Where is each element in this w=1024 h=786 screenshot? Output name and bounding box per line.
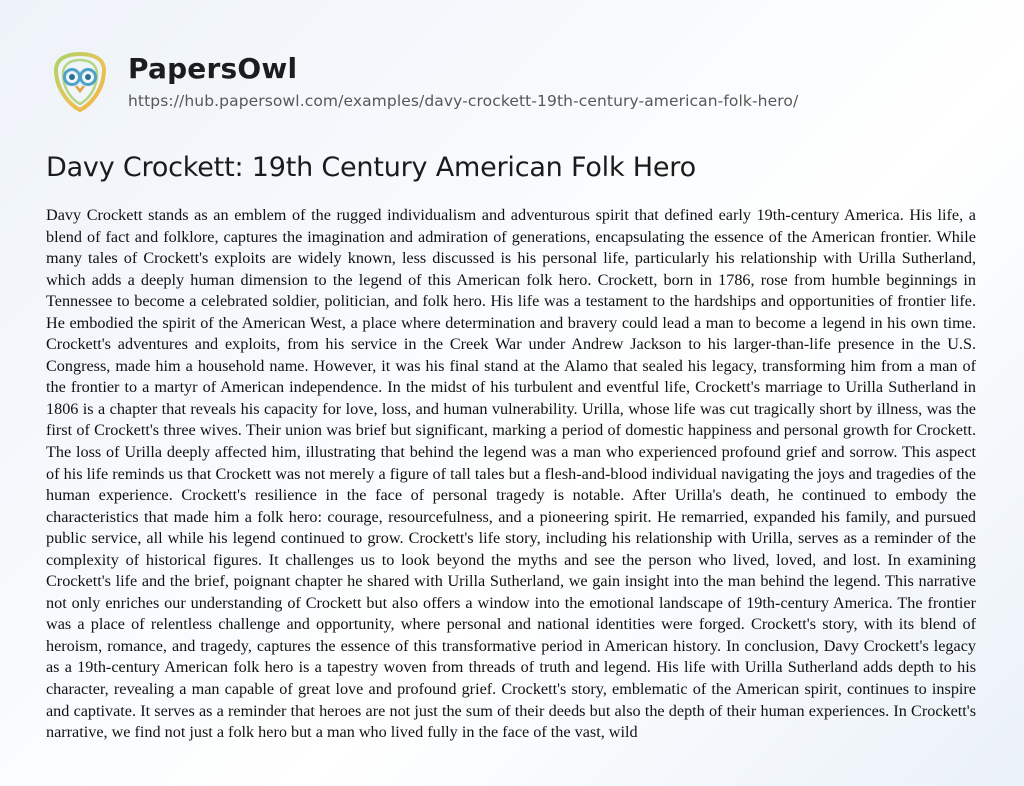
- brand-name: PapersOwl: [128, 51, 298, 85]
- source-url[interactable]: https://hub.papersowl.com/examples/davy-crockett-19th-century-american-folk-hero/: [128, 92, 799, 111]
- page-title: Davy Crockett: 19th Century American Folk Hero: [46, 152, 696, 183]
- document-body-text: Davy Crockett stands as an emblem of the rugged individualism and adventurous spirit that defined early 19th-century America. His life, a blend of fact and folklore, captures the imagination and admiration of generations, encapsulating the essence of the American frontier. While many tales of Crockett's exploits are widely known, less discussed is his personal life, particularly his relationship with Urilla Sutherland, which adds a deeply human dimension to the legend of this American folk hero. Crockett, born in 1786, rose from humble beginnings in Tennessee to become a celebrated soldier, politician, and folk hero. His life was a testament to the hardships and opportunities of frontier life. He embodied the spirit of the American West, a place where determination and bravery could lead a man to become a legend in his own time. Crockett's adventures and exploits, from his service in the Creek War under Andrew Jackson to his larger-than-life presence in the U.S. Congress, made him a household name. However, it was his final stand at the Alamo that sealed his legacy, transforming him from a man of the frontier to a martyr of American independence. In the midst of his turbulent and eventful life, Crockett's marriage to Urilla Sutherland in 1806 is a chapter that reveals his capacity for love, loss, and human vulnerability. Urilla, whose life was cut tragically short by illness, was the first of Crockett's three wives. Their union was brief but significant, marking a period of domestic happiness and personal growth for Crockett. The loss of Urilla deeply affected him, illustrating that behind the legend was a man who experienced profound grief and sorrow. This aspect of his life reminds us that Crockett was not merely a figure of tall tales but a flesh-and-blood individual navigating the joys and tragedies of the human experience. Crockett's resilience in the face of personal tragedy is notable. After Urilla's death, he continued to embody the characteristics that made him a folk hero: courage, resourcefulness, and a pioneering spirit. He remarried, expanded his family, and pursued public service, all while his legend continued to grow. Crockett's life story, including his relationship with Urilla, serves as a reminder of the complexity of historical figures. It challenges us to look beyond the myths and see the person who lived, loved, and lost. In examining Crockett's life and the brief, poignant chapter he shared with Urilla Sutherland, we gain insight into the man behind the legend. This narrative not only enriches our understanding of Crockett but also offers a window into the emotional landscape of 19th-century America. The frontier was a place of relentless challenge and opportunity, where personal and national identities were forged. Crockett's story, with its blend of heroism, romance, and tragedy, captures the essence of this transformative period in American history. In conclusion, Davy Crockett's legacy as a 19th-century American folk hero is a tapestry woven from threads of truth and legend. His life with Urilla Sutherland adds depth to his character, revealing a man capable of great love and profound grief. Crockett's story, emblematic of the American spirit, continues to inspire and captivate. It serves as a reminder that heroes are not just the sum of their deeds but also the depth of their human experiences. In Crockett's narrative, we find not just a folk hero but a man who lived fully in the face of the vast, wild: [46, 206, 976, 742]
- owl-logo-icon: [46, 48, 114, 116]
- brand-block: [128, 51, 799, 111]
- site-header: [0, 0, 1024, 116]
- document-content: [0, 116, 1024, 744]
